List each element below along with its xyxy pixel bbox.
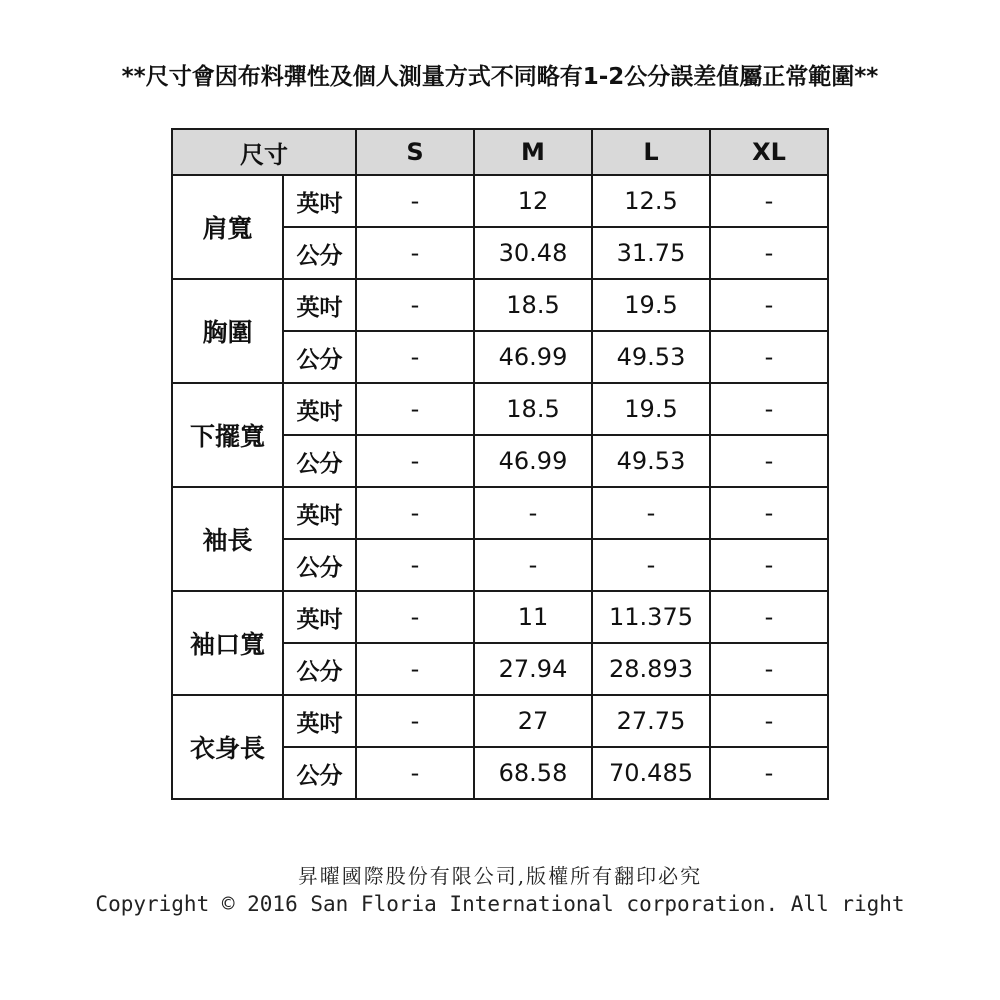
cell-value: -: [356, 279, 474, 331]
cell-value: 68.58: [474, 747, 592, 799]
cell-value: -: [710, 227, 828, 279]
unit-label: 英吋: [283, 175, 356, 227]
cell-value: -: [474, 539, 592, 591]
header-size-m: M: [474, 129, 592, 175]
cell-value: -: [356, 175, 474, 227]
cell-value: 18.5: [474, 383, 592, 435]
unit-label: 公分: [283, 227, 356, 279]
cell-value: -: [710, 487, 828, 539]
cell-value: 30.48: [474, 227, 592, 279]
cell-value: -: [710, 279, 828, 331]
cell-value: 70.485: [592, 747, 710, 799]
cell-value: -: [356, 383, 474, 435]
cell-value: 31.75: [592, 227, 710, 279]
copyright-line: Copyright © 2016 San Floria International corporation. All right: [95, 892, 905, 916]
cell-value: 27.75: [592, 695, 710, 747]
header-size-s: S: [356, 129, 474, 175]
cell-value: -: [356, 643, 474, 695]
header-size-label: 尺寸: [172, 129, 356, 175]
size-chart-table: [171, 128, 829, 800]
measure-label: 胸圍: [172, 279, 283, 383]
cell-value: -: [356, 591, 474, 643]
cell-value: 46.99: [474, 331, 592, 383]
measure-label: 袖長: [172, 487, 283, 591]
size-disclaimer: **尺寸會因布料彈性及個人測量方式不同略有1-2公分誤差值屬正常範圍**: [121, 64, 879, 90]
unit-label: 英吋: [283, 383, 356, 435]
cell-value: 19.5: [592, 383, 710, 435]
cell-value: 11.375: [592, 591, 710, 643]
cell-value: -: [710, 539, 828, 591]
measure-label: 衣身長: [172, 695, 283, 799]
cell-value: -: [356, 227, 474, 279]
header-size-l: L: [592, 129, 710, 175]
company-copyright-notice: 昇曜國際股份有限公司,版權所有翻印必究: [297, 864, 703, 888]
cell-value: 46.99: [474, 435, 592, 487]
cell-value: -: [592, 539, 710, 591]
unit-label: 英吋: [283, 695, 356, 747]
unit-label: 公分: [283, 539, 356, 591]
cell-value: 18.5: [474, 279, 592, 331]
cell-value: 27.94: [474, 643, 592, 695]
header-size-xl: XL: [710, 129, 828, 175]
cell-value: -: [710, 747, 828, 799]
cell-value: -: [356, 747, 474, 799]
cell-value: -: [710, 331, 828, 383]
cell-value: -: [592, 487, 710, 539]
cell-value: -: [710, 643, 828, 695]
cell-value: 49.53: [592, 435, 710, 487]
unit-label: 公分: [283, 435, 356, 487]
cell-value: 12.5: [592, 175, 710, 227]
unit-label: 英吋: [283, 591, 356, 643]
cell-value: 19.5: [592, 279, 710, 331]
unit-label: 公分: [283, 643, 356, 695]
cell-value: 27: [474, 695, 592, 747]
cell-value: -: [710, 175, 828, 227]
table-row: [172, 695, 828, 747]
cell-value: -: [356, 539, 474, 591]
measure-label: 肩寬: [172, 175, 283, 279]
cell-value: 12: [474, 175, 592, 227]
cell-value: -: [356, 695, 474, 747]
cell-value: 11: [474, 591, 592, 643]
cell-value: 49.53: [592, 331, 710, 383]
measure-label: 下擺寬: [172, 383, 283, 487]
cell-value: -: [356, 487, 474, 539]
table-row: [172, 279, 828, 331]
cell-value: -: [710, 383, 828, 435]
cell-value: -: [710, 695, 828, 747]
table-row: [172, 175, 828, 227]
table-row: [172, 383, 828, 435]
cell-value: 28.893: [592, 643, 710, 695]
measure-label: 袖口寬: [172, 591, 283, 695]
cell-value: -: [710, 591, 828, 643]
table-row: [172, 591, 828, 643]
cell-value: -: [356, 435, 474, 487]
table-row: [172, 487, 828, 539]
table-header-row: [172, 129, 828, 175]
cell-value: -: [474, 487, 592, 539]
unit-label: 英吋: [283, 279, 356, 331]
cell-value: -: [710, 435, 828, 487]
cell-value: -: [356, 331, 474, 383]
unit-label: 公分: [283, 331, 356, 383]
unit-label: 英吋: [283, 487, 356, 539]
unit-label: 公分: [283, 747, 356, 799]
